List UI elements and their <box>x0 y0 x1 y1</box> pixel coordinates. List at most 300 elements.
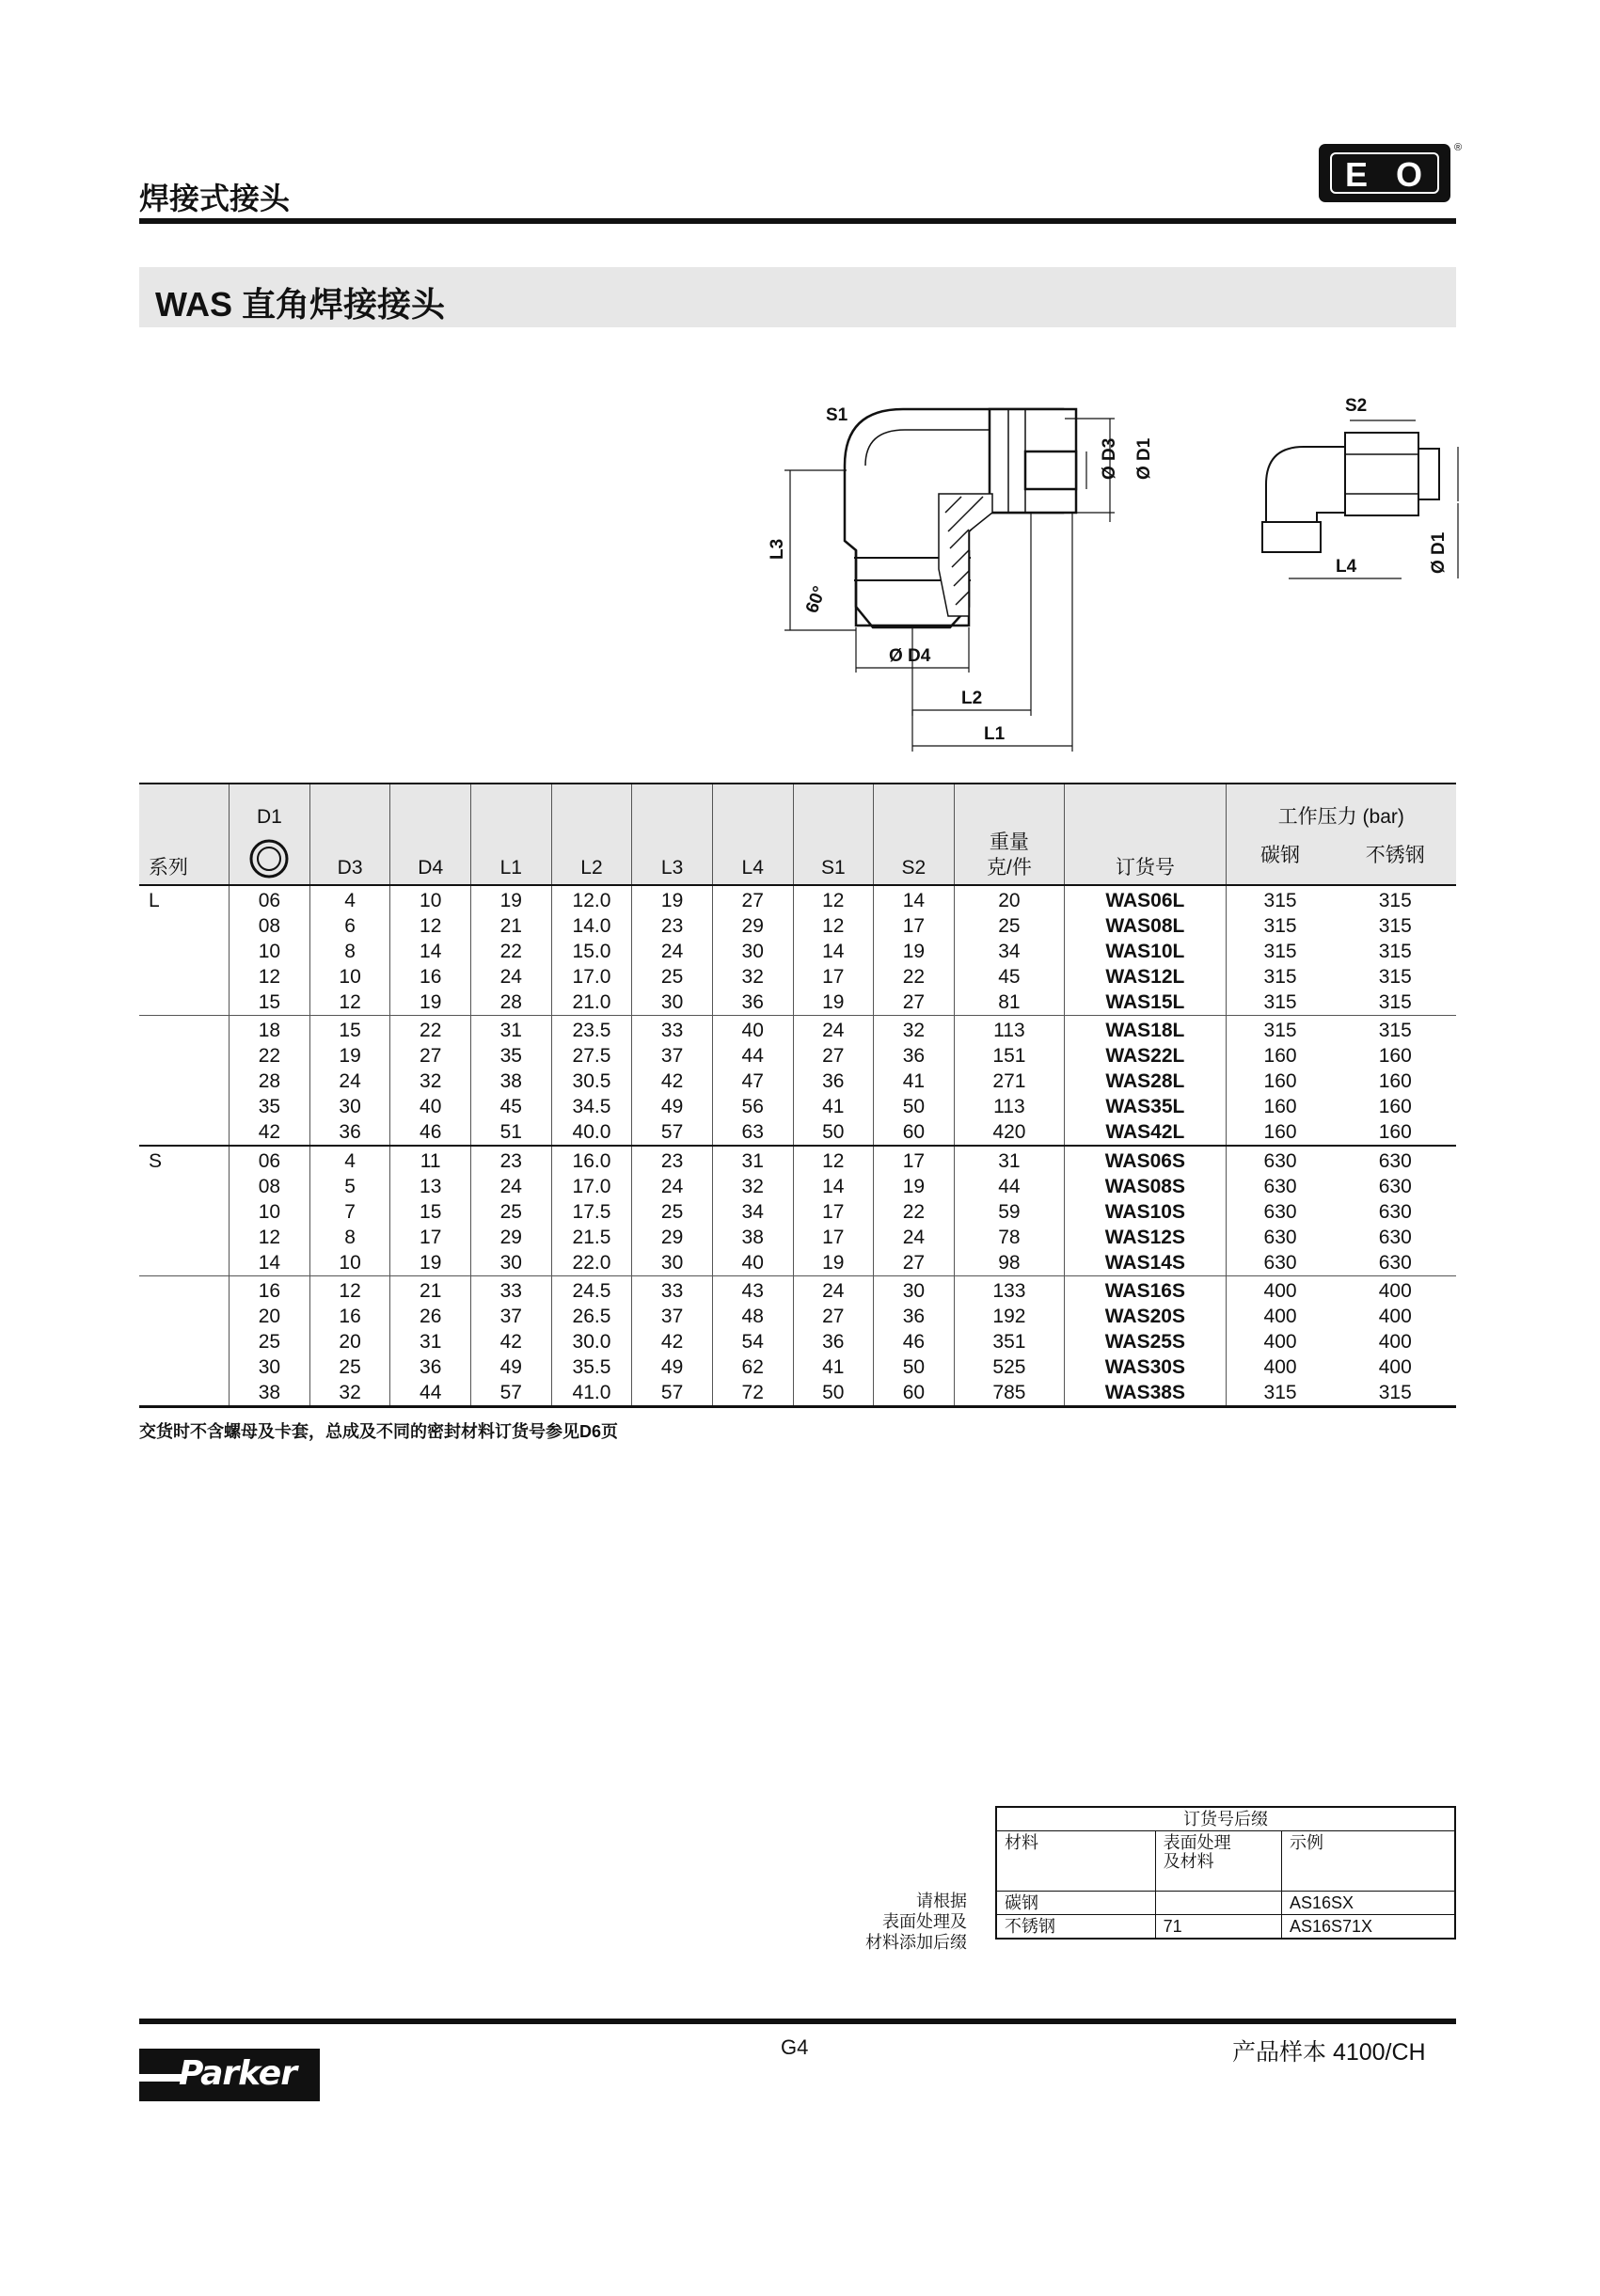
cell-ss: 315 <box>1378 1382 1412 1403</box>
footer-rule <box>139 2019 1456 2024</box>
cell-l4: 31 <box>712 1146 793 1174</box>
suffix-material: 不锈钢 <box>996 1915 1155 1940</box>
cell-d3: 6 <box>309 913 390 939</box>
cell-d1: 18 <box>230 1016 310 1044</box>
cell-d4: 14 <box>390 939 471 964</box>
cell-d1: 16 <box>230 1276 310 1305</box>
cell-l2: 41.0 <box>551 1380 632 1407</box>
cell-d1: 20 <box>230 1304 310 1329</box>
cell-order: WAS28L <box>1065 1069 1226 1094</box>
cell-d3: 19 <box>309 1043 390 1069</box>
cell-l4: 56 <box>712 1094 793 1119</box>
suffix-treatment <box>1155 1892 1281 1915</box>
cell-l2: 17.5 <box>551 1199 632 1225</box>
table-row <box>139 885 1456 913</box>
cell-weight: 81 <box>954 990 1064 1016</box>
cell-d3: 12 <box>309 990 390 1016</box>
table-row <box>139 1250 1456 1276</box>
cell-l1: 37 <box>471 1304 552 1329</box>
cell-order: WAS15L <box>1065 990 1226 1016</box>
cell-d4: 12 <box>390 913 471 939</box>
series-cell: L <box>149 890 160 911</box>
cell-d4: 31 <box>390 1329 471 1354</box>
cell-order: WAS14S <box>1065 1250 1226 1276</box>
label-l3: L3 <box>768 538 787 560</box>
series-cell <box>139 1094 230 1119</box>
cell-cs: 630 <box>1226 1146 1334 1174</box>
cell-cs: 630 <box>1226 1199 1334 1225</box>
cell-l1: 22 <box>471 939 552 964</box>
cell-l2: 15.0 <box>551 939 632 964</box>
cell-l3: 30 <box>632 990 713 1016</box>
cell-order: WAS10S <box>1065 1199 1226 1225</box>
cell-order: WAS16S <box>1065 1276 1226 1305</box>
cell-l1: 19 <box>471 885 552 913</box>
cell-l2: 17.0 <box>551 964 632 990</box>
cell-cs: 400 <box>1226 1329 1334 1354</box>
cell-d4: 26 <box>390 1304 471 1329</box>
cell-weight: 151 <box>954 1043 1064 1069</box>
cell-weight: 420 <box>954 1119 1064 1146</box>
cell-d3: 25 <box>309 1354 390 1380</box>
table-row <box>139 1225 1456 1250</box>
cell-order: WAS18L <box>1065 1016 1226 1044</box>
cell-l2: 22.0 <box>551 1250 632 1276</box>
cell-l2: 27.5 <box>551 1043 632 1069</box>
suffix-example: AS16SX <box>1281 1892 1455 1915</box>
cell-ss: 315 <box>1378 941 1412 962</box>
cell-weight: 34 <box>954 939 1064 964</box>
series-cell <box>139 1354 230 1380</box>
series-cell <box>139 1119 230 1146</box>
cell-l4: 27 <box>712 885 793 913</box>
cell-s2: 27 <box>874 990 955 1016</box>
cell-cs: 315 <box>1226 885 1334 913</box>
cell-s2: 30 <box>874 1276 955 1305</box>
cell-ss: 630 <box>1378 1201 1412 1223</box>
label-d1: Ø D1 <box>1134 437 1154 480</box>
series-cell: S <box>149 1150 163 1172</box>
cell-d4: 13 <box>390 1174 471 1199</box>
table-row-group <box>139 1146 1456 1276</box>
cell-d3: 8 <box>309 939 390 964</box>
cell-l1: 57 <box>471 1380 552 1407</box>
cell-l4: 72 <box>712 1380 793 1407</box>
cell-d3: 5 <box>309 1174 390 1199</box>
suffix-example: AS16S71X <box>1281 1915 1455 1940</box>
suffix-header-material: 材料 <box>996 1831 1155 1892</box>
cell-d1: 15 <box>230 990 310 1016</box>
cell-ss: 400 <box>1378 1331 1412 1353</box>
series-cell <box>139 1199 230 1225</box>
cell-s1: 36 <box>793 1329 874 1354</box>
cell-ss: 160 <box>1378 1070 1412 1092</box>
cell-s1: 19 <box>793 990 874 1016</box>
cell-cs: 630 <box>1226 1250 1334 1276</box>
cell-l4: 36 <box>712 990 793 1016</box>
cell-s1: 19 <box>793 1250 874 1276</box>
series-cell <box>139 1276 230 1305</box>
cell-d1: 08 <box>230 1174 310 1199</box>
cell-weight: 525 <box>954 1354 1064 1380</box>
cell-s2: 60 <box>874 1380 955 1407</box>
cell-s1: 50 <box>793 1119 874 1146</box>
series-cell <box>139 1069 230 1094</box>
cell-ss: 315 <box>1378 890 1412 911</box>
cell-l3: 30 <box>632 1250 713 1276</box>
eo-logo-text: E O <box>1330 152 1439 194</box>
cell-l1: 21 <box>471 913 552 939</box>
series-cell <box>139 939 230 964</box>
cell-l4: 30 <box>712 939 793 964</box>
cell-l4: 43 <box>712 1276 793 1305</box>
cell-weight: 31 <box>954 1146 1064 1174</box>
cell-s1: 27 <box>793 1304 874 1329</box>
cell-s1: 17 <box>793 964 874 990</box>
cell-d1: 30 <box>230 1354 310 1380</box>
label-l2: L2 <box>961 689 983 708</box>
cell-cs: 315 <box>1226 990 1334 1016</box>
cell-ss: 315 <box>1378 915 1412 937</box>
cell-order: WAS08S <box>1065 1174 1226 1199</box>
cell-d3: 4 <box>309 885 390 913</box>
cell-l2: 40.0 <box>551 1119 632 1146</box>
series-cell <box>139 964 230 990</box>
cell-d4: 46 <box>390 1119 471 1146</box>
product-title: WAS 直角焊接接头 <box>155 285 446 324</box>
cell-l3: 33 <box>632 1276 713 1305</box>
cell-l2: 30.5 <box>551 1069 632 1094</box>
cell-d3: 30 <box>309 1094 390 1119</box>
cell-order: WAS12L <box>1065 964 1226 990</box>
header-carbon-steel: 碳钢 <box>1226 830 1334 885</box>
cell-l3: 57 <box>632 1380 713 1407</box>
cell-s1: 17 <box>793 1225 874 1250</box>
suffix-caption: 订货号后缀 <box>996 1807 1455 1831</box>
cell-l4: 48 <box>712 1304 793 1329</box>
cell-order: WAS38S <box>1065 1380 1226 1407</box>
technical-drawing <box>743 381 1467 776</box>
cell-d4: 10 <box>390 885 471 913</box>
cell-weight: 113 <box>954 1094 1064 1119</box>
cell-d1: 10 <box>230 939 310 964</box>
cell-d3: 20 <box>309 1329 390 1354</box>
cell-d3: 10 <box>309 1250 390 1276</box>
cell-l3: 37 <box>632 1043 713 1069</box>
cell-cs: 315 <box>1226 964 1334 990</box>
cell-weight: 192 <box>954 1304 1064 1329</box>
cell-s2: 27 <box>874 1250 955 1276</box>
eo-logo <box>1319 144 1450 202</box>
header-l4: L4 <box>712 830 793 885</box>
cell-weight: 271 <box>954 1069 1064 1094</box>
cell-cs: 315 <box>1226 913 1334 939</box>
table-row-group <box>139 885 1456 1016</box>
cell-l4: 34 <box>712 1199 793 1225</box>
cell-d3: 15 <box>309 1016 390 1044</box>
table-row <box>139 1094 1456 1119</box>
cell-d4: 17 <box>390 1225 471 1250</box>
label-l1: L1 <box>984 724 1006 744</box>
cell-ss: 315 <box>1378 991 1412 1013</box>
cell-cs: 315 <box>1226 939 1334 964</box>
cell-l4: 32 <box>712 964 793 990</box>
cell-d1: 14 <box>230 1250 310 1276</box>
table-row <box>139 1329 1456 1354</box>
cell-ss: 630 <box>1378 1252 1412 1274</box>
cell-d1: 25 <box>230 1329 310 1354</box>
cell-d3: 4 <box>309 1146 390 1174</box>
table-row <box>139 1174 1456 1199</box>
table-row <box>139 1016 1456 1044</box>
cell-l4: 32 <box>712 1174 793 1199</box>
table-row <box>139 1199 1456 1225</box>
cell-s2: 46 <box>874 1329 955 1354</box>
cell-s1: 14 <box>793 1174 874 1199</box>
cell-weight: 20 <box>954 885 1064 913</box>
cell-l1: 31 <box>471 1016 552 1044</box>
cell-l2: 16.0 <box>551 1146 632 1174</box>
cell-order: WAS42L <box>1065 1119 1226 1146</box>
cell-l2: 14.0 <box>551 913 632 939</box>
cell-d4: 15 <box>390 1199 471 1225</box>
table-row <box>139 990 1456 1016</box>
cell-l4: 63 <box>712 1119 793 1146</box>
cell-cs: 400 <box>1226 1354 1334 1380</box>
cell-l3: 25 <box>632 1199 713 1225</box>
cell-weight: 25 <box>954 913 1064 939</box>
cell-d3: 36 <box>309 1119 390 1146</box>
cell-ss: 315 <box>1378 1020 1412 1041</box>
cell-weight: 78 <box>954 1225 1064 1250</box>
label-d4: Ø D4 <box>889 646 931 666</box>
cell-ss: 630 <box>1378 1227 1412 1248</box>
cell-d4: 11 <box>390 1146 471 1174</box>
cell-d4: 40 <box>390 1094 471 1119</box>
series-cell <box>139 913 230 939</box>
table-row <box>139 1354 1456 1380</box>
cell-ss: 400 <box>1378 1356 1412 1378</box>
cell-s1: 41 <box>793 1354 874 1380</box>
suffix-header-treatment: 表面处理 及材料 <box>1155 1831 1281 1892</box>
cell-s1: 14 <box>793 939 874 964</box>
cell-l1: 49 <box>471 1354 552 1380</box>
cell-s2: 36 <box>874 1304 955 1329</box>
cell-weight: 785 <box>954 1380 1064 1407</box>
cell-d3: 16 <box>309 1304 390 1329</box>
cell-ss: 630 <box>1378 1150 1412 1172</box>
cell-l3: 42 <box>632 1069 713 1094</box>
header-s2: S2 <box>874 830 955 885</box>
cell-d3: 7 <box>309 1199 390 1225</box>
header-series: 系列 <box>139 830 230 885</box>
cell-order: WAS06S <box>1065 1146 1226 1174</box>
cell-l4: 29 <box>712 913 793 939</box>
cell-cs: 630 <box>1226 1225 1334 1250</box>
cell-l3: 49 <box>632 1354 713 1380</box>
cell-l3: 49 <box>632 1094 713 1119</box>
cell-l3: 42 <box>632 1329 713 1354</box>
cell-d3: 12 <box>309 1276 390 1305</box>
cell-s2: 32 <box>874 1016 955 1044</box>
cell-l1: 30 <box>471 1250 552 1276</box>
cell-d4: 21 <box>390 1276 471 1305</box>
cell-weight: 45 <box>954 964 1064 990</box>
cell-l4: 47 <box>712 1069 793 1094</box>
cell-d3: 32 <box>309 1380 390 1407</box>
cell-s2: 22 <box>874 964 955 990</box>
series-cell <box>139 1016 230 1044</box>
cell-d4: 36 <box>390 1354 471 1380</box>
label-s2: S2 <box>1345 396 1368 416</box>
cell-l1: 24 <box>471 1174 552 1199</box>
header-d1-symbol <box>230 830 310 885</box>
cell-d1: 12 <box>230 964 310 990</box>
cell-weight: 351 <box>954 1329 1064 1354</box>
cell-weight: 44 <box>954 1174 1064 1199</box>
header-rule <box>139 218 1456 224</box>
cell-cs: 400 <box>1226 1304 1334 1329</box>
cell-d4: 19 <box>390 1250 471 1276</box>
cell-l2: 21.0 <box>551 990 632 1016</box>
table-row <box>139 1276 1456 1305</box>
cell-l2: 21.5 <box>551 1225 632 1250</box>
cell-l2: 24.5 <box>551 1276 632 1305</box>
series-cell <box>139 1250 230 1276</box>
cell-l3: 24 <box>632 939 713 964</box>
table-row <box>139 1119 1456 1146</box>
header-l3: L3 <box>632 830 713 885</box>
cell-l3: 23 <box>632 1146 713 1174</box>
label-s1: S1 <box>826 405 848 425</box>
cell-s2: 50 <box>874 1094 955 1119</box>
cell-order: WAS06L <box>1065 885 1226 913</box>
series-cell <box>139 1329 230 1354</box>
cell-l1: 51 <box>471 1119 552 1146</box>
cell-d4: 16 <box>390 964 471 990</box>
cell-s2: 24 <box>874 1225 955 1250</box>
cell-d4: 19 <box>390 990 471 1016</box>
cell-order: WAS12S <box>1065 1225 1226 1250</box>
registered-mark: ® <box>1454 142 1463 153</box>
cell-l1: 29 <box>471 1225 552 1250</box>
cell-l4: 54 <box>712 1329 793 1354</box>
header-d4: D4 <box>390 830 471 885</box>
cell-cs: 160 <box>1226 1119 1334 1146</box>
cell-order: WAS25S <box>1065 1329 1226 1354</box>
header-l1: L1 <box>471 830 552 885</box>
cell-ss: 160 <box>1378 1121 1412 1143</box>
cell-s2: 19 <box>874 939 955 964</box>
header-d1: D1 <box>230 784 310 830</box>
cell-l1: 42 <box>471 1329 552 1354</box>
header-pressure: 工作压力 (bar) <box>1226 784 1456 830</box>
cell-l4: 44 <box>712 1043 793 1069</box>
cell-s2: 50 <box>874 1354 955 1380</box>
table-row <box>139 1304 1456 1329</box>
cell-d1: 06 <box>230 885 310 913</box>
cell-order: WAS20S <box>1065 1304 1226 1329</box>
cell-l1: 23 <box>471 1146 552 1174</box>
cell-d1: 38 <box>230 1380 310 1407</box>
series-cell <box>139 1043 230 1069</box>
cell-l2: 26.5 <box>551 1304 632 1329</box>
cell-l3: 23 <box>632 913 713 939</box>
cell-order: WAS35L <box>1065 1094 1226 1119</box>
cell-ss: 400 <box>1378 1306 1412 1327</box>
cell-cs: 400 <box>1226 1276 1334 1305</box>
cell-l4: 40 <box>712 1016 793 1044</box>
cell-s2: 60 <box>874 1119 955 1146</box>
cell-l3: 57 <box>632 1119 713 1146</box>
cell-l2: 12.0 <box>551 885 632 913</box>
cell-cs: 315 <box>1226 1016 1334 1044</box>
table-row <box>139 1069 1456 1094</box>
cell-s2: 41 <box>874 1069 955 1094</box>
cell-s1: 17 <box>793 1199 874 1225</box>
series-cell <box>139 1304 230 1329</box>
table-row <box>139 1043 1456 1069</box>
cell-s2: 22 <box>874 1199 955 1225</box>
cell-l1: 35 <box>471 1043 552 1069</box>
cell-s1: 12 <box>793 913 874 939</box>
cell-d4: 27 <box>390 1043 471 1069</box>
cell-d4: 44 <box>390 1380 471 1407</box>
cell-l3: 19 <box>632 885 713 913</box>
catalog-reference: 产品样本 4100/CH <box>1232 2039 1426 2066</box>
cell-d1: 28 <box>230 1069 310 1094</box>
cell-cs: 160 <box>1226 1043 1334 1069</box>
series-cell <box>139 990 230 1016</box>
header-l2: L2 <box>551 830 632 885</box>
cell-s2: 17 <box>874 913 955 939</box>
cell-s2: 36 <box>874 1043 955 1069</box>
cell-ss: 315 <box>1378 966 1412 988</box>
header-s1: S1 <box>793 830 874 885</box>
table-row <box>139 913 1456 939</box>
header-stainless-steel: 不锈钢 <box>1335 830 1456 885</box>
cell-l1: 25 <box>471 1199 552 1225</box>
cell-cs: 630 <box>1226 1174 1334 1199</box>
series-cell <box>139 1174 230 1199</box>
table-row <box>139 1146 1456 1174</box>
cell-s1: 12 <box>793 1146 874 1174</box>
cell-s1: 24 <box>793 1016 874 1044</box>
header-weight: 重量 克/件 <box>954 830 1064 885</box>
header-d3: D3 <box>309 830 390 885</box>
dimensions-table <box>139 783 1456 1408</box>
table-row <box>139 1380 1456 1407</box>
cell-order: WAS22L <box>1065 1043 1226 1069</box>
cell-d4: 22 <box>390 1016 471 1044</box>
order-suffix-table <box>995 1806 1456 1940</box>
cell-l2: 23.5 <box>551 1016 632 1044</box>
delivery-note: 交货时不含螺母及卡套，总成及不同的密封材料订货号参见D6页 <box>139 1422 619 1441</box>
cell-l2: 34.5 <box>551 1094 632 1119</box>
cell-l3: 37 <box>632 1304 713 1329</box>
suffix-material: 碳钢 <box>996 1892 1155 1915</box>
cell-s2: 14 <box>874 885 955 913</box>
cell-d4: 32 <box>390 1069 471 1094</box>
cell-l3: 33 <box>632 1016 713 1044</box>
label-d1-right: Ø D1 <box>1429 531 1449 574</box>
cell-ss: 630 <box>1378 1176 1412 1197</box>
suffix-note: 请根据 表面处理及 材料添加后缀 <box>865 1892 967 1952</box>
cell-weight: 59 <box>954 1199 1064 1225</box>
label-l4: L4 <box>1336 557 1357 577</box>
cell-l4: 38 <box>712 1225 793 1250</box>
cell-s1: 27 <box>793 1043 874 1069</box>
